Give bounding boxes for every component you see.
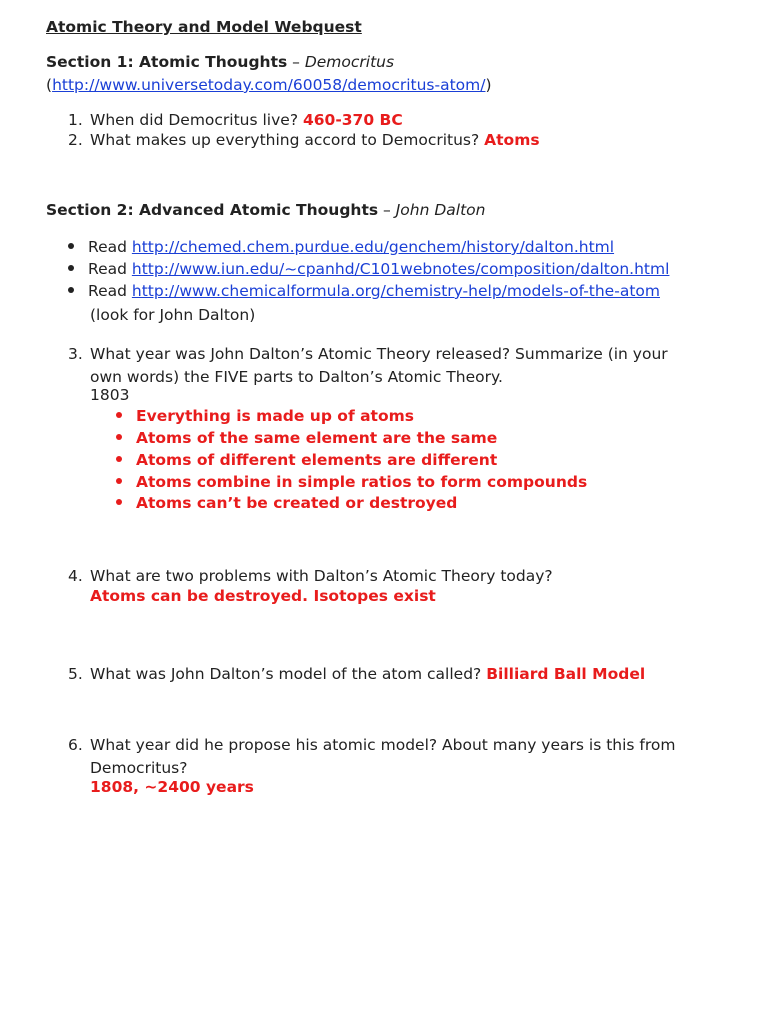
question-4 [68, 566, 553, 586]
answer-text: Atoms [484, 131, 540, 149]
question-text: What year did he propose his atomic model? About many years is this from [90, 736, 676, 754]
question-3-year: 1803 [90, 386, 130, 404]
answer-text: 460-370 BC [302, 111, 403, 129]
page-title: Atomic Theory and Model Webquest [46, 18, 362, 36]
reading-item-1 [68, 237, 614, 257]
question-number: 6. [68, 736, 83, 754]
part-text: Atoms of different elements are different [136, 451, 498, 469]
question-6-line-1 [68, 735, 675, 755]
question-number: 5. [68, 665, 83, 683]
part-text: Atoms can’t be created or destroyed [136, 494, 458, 512]
read-label: Read [88, 282, 132, 300]
bullet-icon [116, 456, 122, 462]
read-label: Read [88, 260, 132, 278]
section-2-dash: – [378, 201, 396, 219]
question-3-line-2: own words) the FIVE parts to Dalton’s Atomic Theory. [90, 368, 503, 386]
answer-text: Billiard Ball Model [486, 665, 646, 683]
bullet-icon [68, 287, 74, 293]
bullet-icon [68, 265, 74, 271]
open-paren: ( [46, 76, 53, 94]
bullet-icon [116, 499, 122, 505]
question-text: What was John Dalton’s model of the atom called? [90, 665, 487, 683]
question-number: 1. [68, 111, 83, 129]
section-2-heading [46, 200, 485, 220]
part-text: Atoms combine in simple ratios to form compounds [136, 473, 588, 491]
part-text: Atoms of the same element are the same [136, 429, 498, 447]
question-4-answer: Atoms can be destroyed. Isotopes exist [90, 587, 436, 605]
bullet-icon [116, 434, 122, 440]
question-5 [68, 664, 645, 684]
bullet-icon [116, 478, 122, 484]
question-number: 4. [68, 567, 83, 585]
section-1-source [46, 75, 492, 95]
democritus-link[interactable]: http://www.universetoday.com/60058/democritus-atom/ [52, 76, 486, 94]
part-text: Everything is made up of atoms [136, 407, 414, 425]
question-3-line-1 [68, 344, 668, 364]
question-text: What are two problems with Dalton’s Atomic Theory today? [90, 567, 553, 585]
bullet-icon [68, 243, 74, 249]
question-6-answer: 1808, ~2400 years [90, 778, 254, 796]
close-paren: ) [485, 76, 492, 94]
dalton-part-2 [116, 428, 497, 448]
section-1-person: Democritus [304, 53, 395, 71]
dalton-link-purdue[interactable]: http://chemed.chem.purdue.edu/genchem/history/dalton.html [131, 238, 615, 256]
question-number: 2. [68, 131, 83, 149]
question-text: What year was John Dalton’s Atomic Theory released? Summarize (in your [90, 345, 668, 363]
question-2 [68, 130, 540, 150]
dalton-part-1 [116, 406, 414, 426]
section-1-dash: – [287, 53, 305, 71]
question-1 [68, 110, 403, 130]
reading-item-3 [68, 281, 660, 301]
question-6-line-2: Democritus? [90, 759, 188, 777]
dalton-link-chemicalformula[interactable]: http://www.chemicalformula.org/chemistry-help/models-of-the-atom [131, 282, 660, 300]
reading-item-2 [68, 259, 669, 279]
section-2-title: Section 2: Advanced Atomic Thoughts [46, 201, 379, 219]
question-number: 3. [68, 345, 83, 363]
dalton-part-4 [116, 472, 587, 492]
dalton-part-5 [116, 493, 457, 513]
question-text: When did Democritus live? [90, 111, 303, 129]
dalton-link-iun[interactable]: http://www.iun.edu/~cpanhd/C101webnotes/composition/dalton.html [131, 260, 670, 278]
section-2-person: John Dalton [395, 201, 486, 219]
bullet-icon [116, 412, 122, 418]
read-label: Read [88, 238, 132, 256]
look-note: (look for John Dalton) [90, 306, 256, 324]
question-text: What makes up everything accord to Democritus? [90, 131, 485, 149]
section-1-title: Section 1: Atomic Thoughts [46, 53, 288, 71]
section-1-heading [46, 52, 394, 72]
dalton-part-3 [116, 450, 497, 470]
